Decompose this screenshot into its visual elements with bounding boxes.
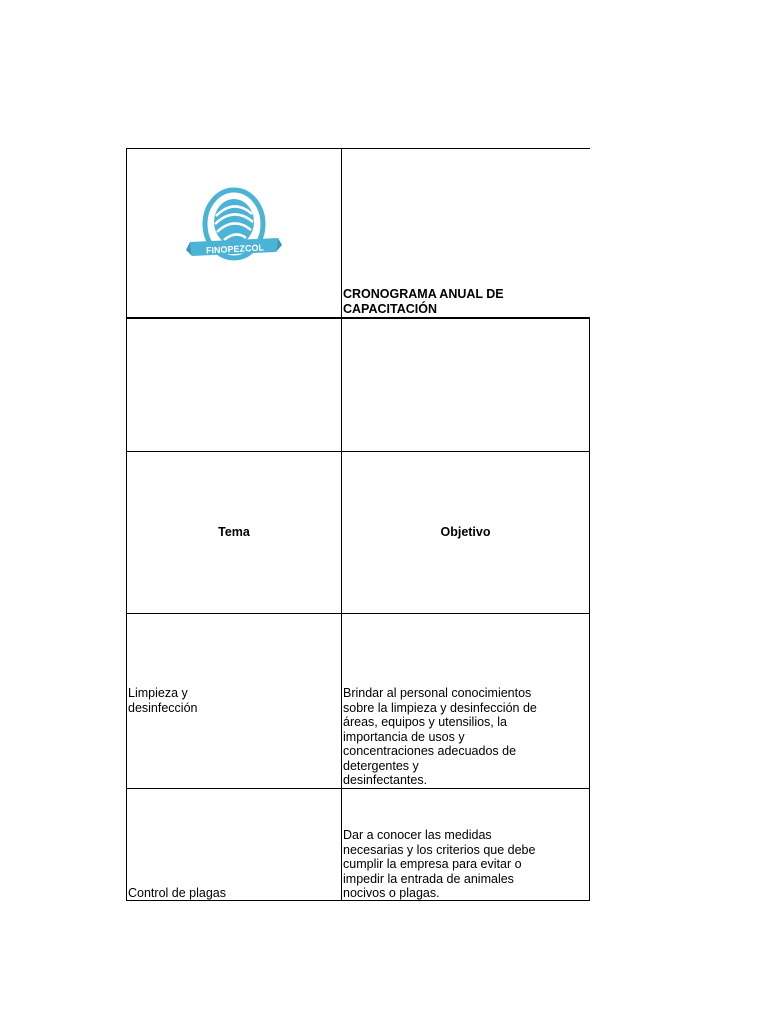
row-1-tema: Limpieza y desinfección <box>128 686 198 715</box>
header-objetivo: Objetivo <box>440 525 491 539</box>
table-top-border <box>126 148 590 149</box>
header-tema: Tema <box>218 525 250 539</box>
header-bottom-border <box>126 317 590 319</box>
row-divider-3 <box>126 788 590 789</box>
finopezcol-logo <box>186 184 282 272</box>
row-2-tema: Control de plagas <box>128 886 226 900</box>
logo-ribbon-text: FINOPEZCOL <box>205 242 265 256</box>
table-right-border <box>589 318 590 901</box>
row-divider-2 <box>126 613 590 614</box>
row-1-objetivo: Brindar al personal conocimientos sobre la limpieza y desinfección de áreas, equipos y utensilios, la importancia de usos y concentraciones adecuados de detergentes y desinfectantes. <box>343 686 537 787</box>
row-2-objetivo: Dar a conocer las medidas necesarias y los criterios que debe cumplir la empresa para evitar o impedir la entrada de animales nocivos o plagas. <box>343 828 536 900</box>
document-title: CRONOGRAMA ANUAL DE CAPACITACIÓN <box>343 287 504 316</box>
row-divider-1 <box>126 451 590 452</box>
